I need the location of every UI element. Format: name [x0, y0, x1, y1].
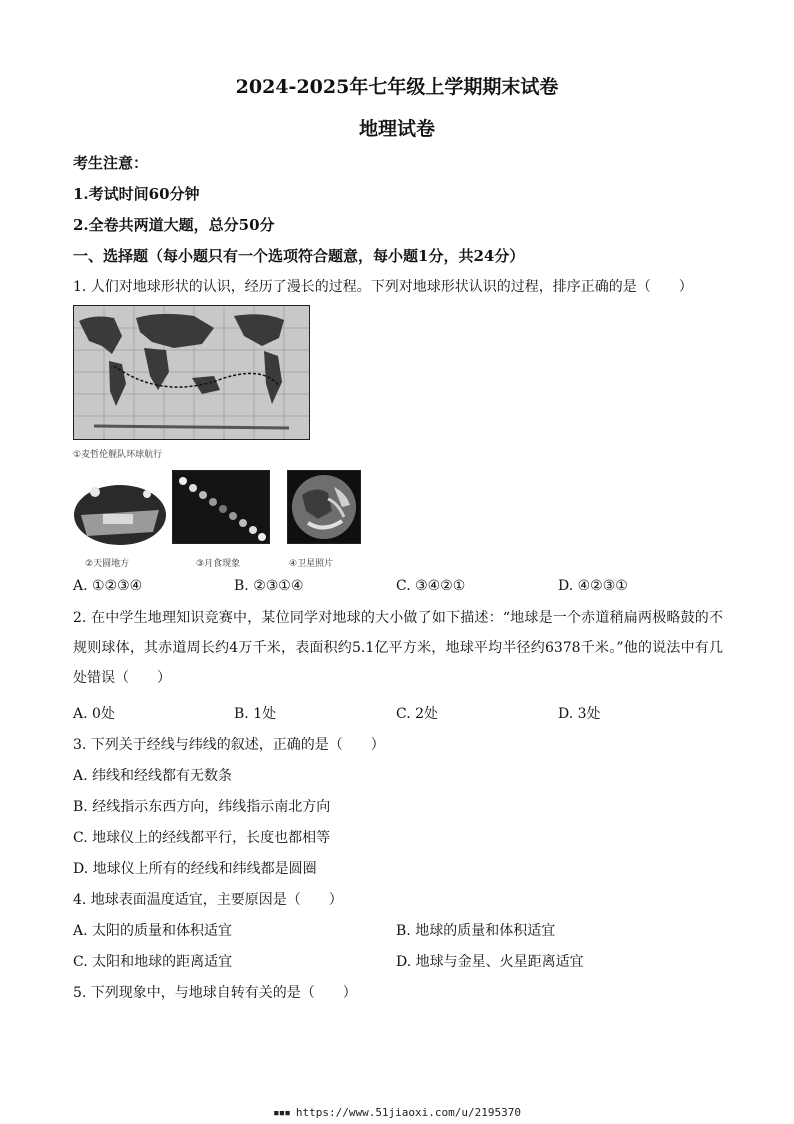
- notice-item: 2.全卷共两道大题，总分50分: [73, 216, 275, 234]
- page-footer: [0, 1106, 794, 1119]
- option-a: A. 太阳的质量和体积适宜: [73, 923, 233, 939]
- question-stem: 2. 在中学生地理知识竞赛中，某位同学对地球的大小做了如下描述：“地球是一个赤道稍扁两极略鼓的不规则球体，其赤道周长约4万千米，表面积约5.1亿平方米，地球平均半径约6378千米。”他的说法中有几处错误（ ）: [73, 610, 723, 686]
- option-b: B. ②③①④: [234, 578, 304, 594]
- section-heading: 一、选择题（每小题只有一个选项符合题意，每小题1分，共24分）: [73, 247, 525, 265]
- map-illustration: [74, 306, 309, 439]
- footer-url[interactable]: https://www.51jiaoxi.com/u/2195370: [295, 1106, 522, 1119]
- figure-caption: ④卫星照片: [289, 559, 334, 569]
- option-c: C. 地球仪上的经线都平行，长度也都相等: [73, 830, 331, 846]
- option-b: B. 地球的质量和体积适宜: [396, 923, 556, 939]
- figure-caption: ②天圆地方: [85, 559, 130, 569]
- question-stem: 5. 下列现象中，与地球自转有关的是（ ）: [73, 985, 357, 1001]
- question-stem: 3. 下列关于经线与纬线的叙述，正确的是（ ）: [73, 737, 385, 753]
- option-a: A. ①②③④: [73, 578, 143, 594]
- sky-earth-image: [73, 470, 168, 545]
- option-d: D. 地球仪上所有的经线和纬线都是圆圈: [73, 861, 317, 877]
- option-b: B. 1处: [234, 706, 277, 722]
- figure-caption: ③月食现象: [196, 559, 241, 569]
- option-a: A. 0处: [73, 706, 115, 722]
- footer-mark: ▪▪▪: [272, 1106, 290, 1119]
- figure-caption: ①麦哲伦舰队环球航行: [73, 450, 163, 460]
- option-a: A. 纬线和经线都有无数条: [73, 768, 233, 784]
- option-b: B. 经线指示东西方向，纬线指示南北方向: [73, 799, 331, 815]
- notice-heading: 考生注意：: [73, 154, 149, 172]
- page-title: 2024-2025年七年级上学期期末试卷: [235, 76, 559, 98]
- option-c: C. ③④②①: [396, 578, 466, 594]
- option-d: D. 地球与金星、火星距离适宜: [396, 954, 584, 970]
- world-map-image: [73, 305, 310, 440]
- sky-earth-illustration: [73, 470, 168, 545]
- option-d: D. ④②③①: [558, 578, 628, 594]
- notice-item: 1.考试时间60分钟: [73, 185, 200, 203]
- option-c: C. 太阳和地球的距离适宜: [73, 954, 233, 970]
- page-subtitle: 地理试卷: [358, 118, 435, 140]
- lunar-eclipse-image: [172, 470, 270, 544]
- question-stem: 1. 人们对地球形状的认识，经历了漫长的过程。下列对地球形状认识的过程，排序正确的是（ ）: [73, 279, 693, 295]
- option-d: D. 3处: [558, 706, 601, 722]
- satellite-illustration: [288, 471, 360, 543]
- option-c: C. 2处: [396, 706, 439, 722]
- eclipse-illustration: [173, 471, 269, 543]
- satellite-photo-image: [287, 470, 361, 544]
- question-stem: 4. 地球表面温度适宜，主要原因是（ ）: [73, 892, 343, 908]
